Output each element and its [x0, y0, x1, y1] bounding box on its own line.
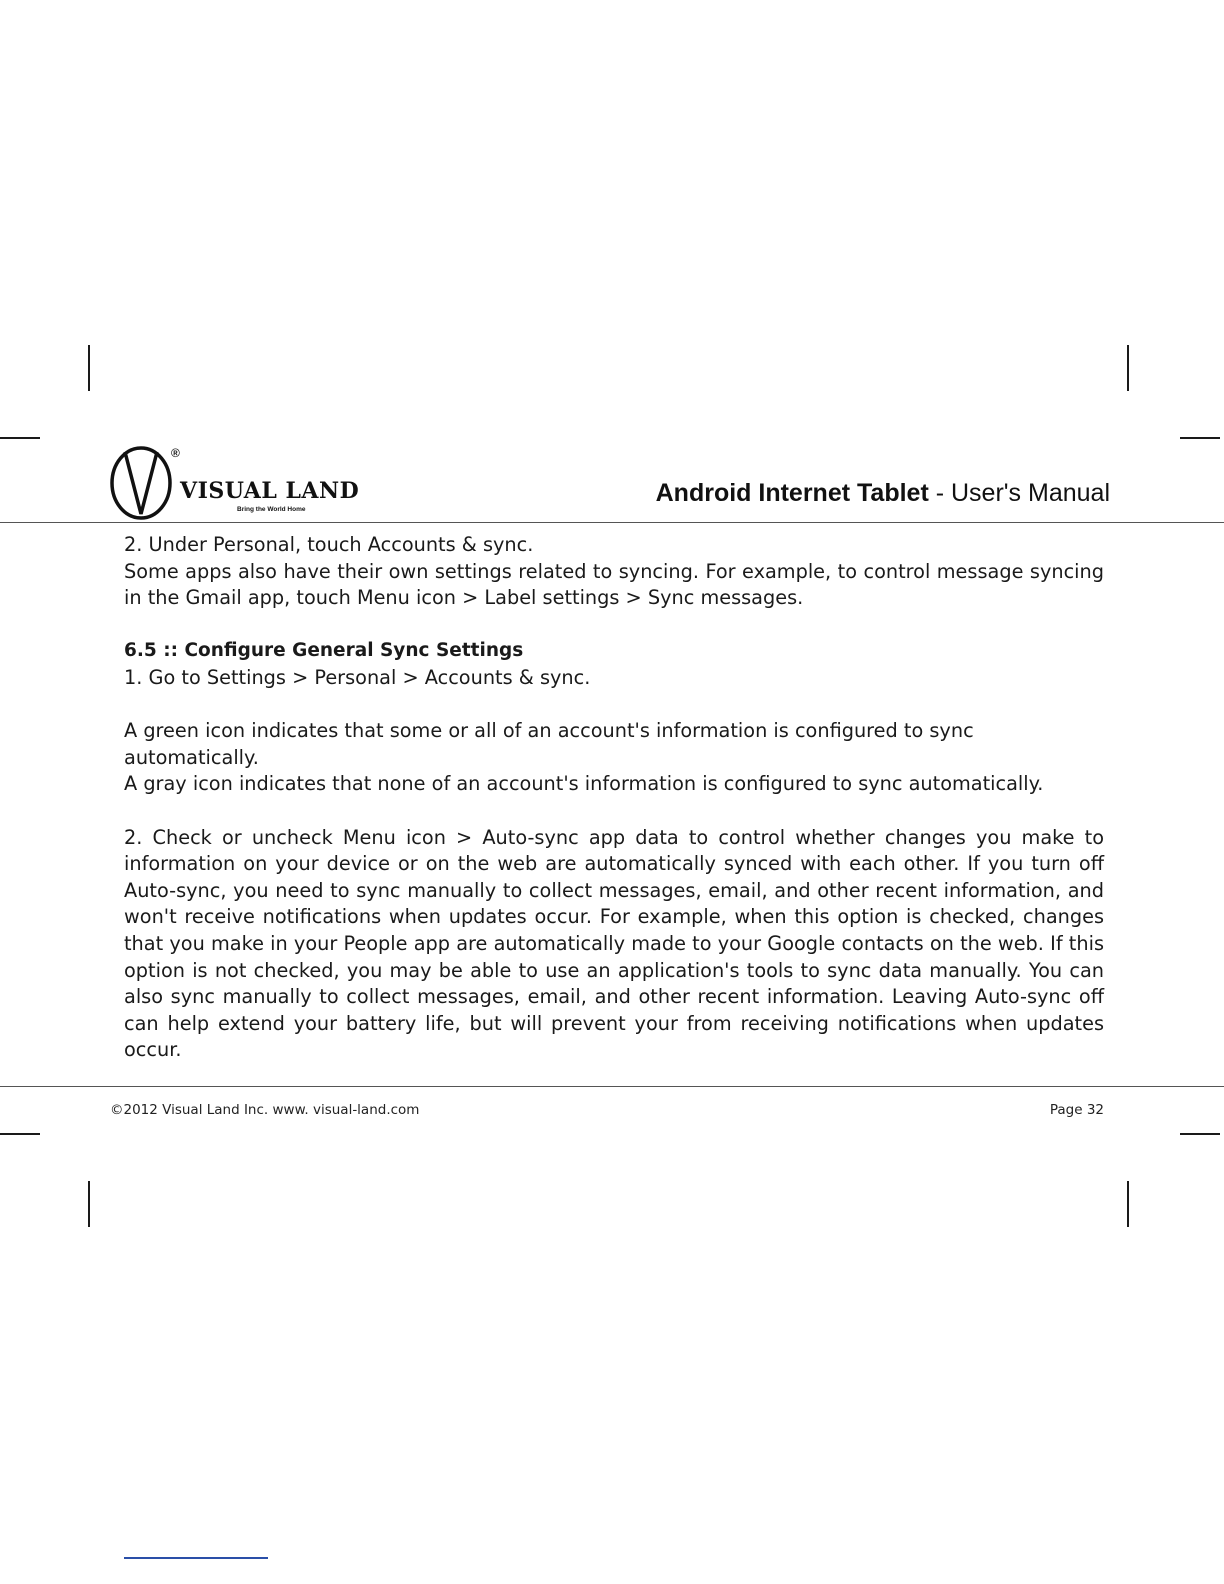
- step-1: 1. Go to Settings > Personal > Accounts & sync.: [124, 665, 591, 689]
- crop-mark-top-left: [88, 345, 90, 391]
- green-icon-note: A green icon indicates that some or all of an account's information is configured to sync automatically.: [124, 719, 974, 769]
- header-title-rest: - User's Manual: [928, 479, 1110, 507]
- crop-mark-bottom-left: [88, 1181, 90, 1227]
- brand-name: VISUAL LAND: [180, 478, 360, 504]
- step-2-intro: 2. Under Personal, touch Accounts & sync.: [124, 533, 534, 556]
- registered-mark: ®: [171, 446, 180, 460]
- visual-land-logo: [108, 442, 368, 522]
- footer-rule: [0, 1086, 1224, 1087]
- crop-mark-bottom-right: [1127, 1181, 1129, 1227]
- footer-copyright: ©2012 Visual Land Inc. www. visual-land.com: [110, 1102, 420, 1118]
- crop-mark-top-right: [1127, 345, 1129, 391]
- section-title: 6.5 :: Configure General Sync Settings: [124, 640, 524, 662]
- crop-mark-right-lower: [1180, 1133, 1220, 1135]
- crop-mark-left-upper: [0, 437, 40, 439]
- brand-tagline: Bring the World Home: [237, 506, 306, 513]
- bottom-link-underline: [124, 1557, 268, 1559]
- paragraph-app-sync: Some apps also have their own settings related to syncing. For example, to control message syncing in the Gmail app, touch Menu icon > Label settings > Sync messages.: [124, 559, 1104, 610]
- gray-icon-note: A gray icon indicates that none of an account's information is configured to sync automatically.: [124, 772, 1044, 796]
- page-header-title: [656, 479, 1110, 508]
- page-content: [124, 532, 1104, 1064]
- header-title-bold: Android Internet Tablet: [655, 479, 929, 507]
- crop-mark-left-lower: [0, 1133, 40, 1135]
- page-number: Page 32: [1049, 1102, 1104, 1118]
- crop-mark-right-upper: [1180, 437, 1220, 439]
- header-rule: [0, 522, 1224, 523]
- step-2-detail: 2. Check or uncheck Menu icon > Auto-sync app data to control whether changes you make to information on your device or on the web are automatically synced with each other. If you turn off Auto-sync, you need to sync manually to collect messages, email, and other recent information, and won't receive notifications when updates occur. For example, when this option is checked, changes that you make in your People app are automatically made to your Google contacts on the web. If this option is not checked, you may be able to use an application's tools to sync data manually. You can also sync manually to collect messages, email, and other recent information. Leaving Auto-sync off can help extend your battery life, but will prevent your from receiving notifications when updates occur.: [124, 825, 1104, 1062]
